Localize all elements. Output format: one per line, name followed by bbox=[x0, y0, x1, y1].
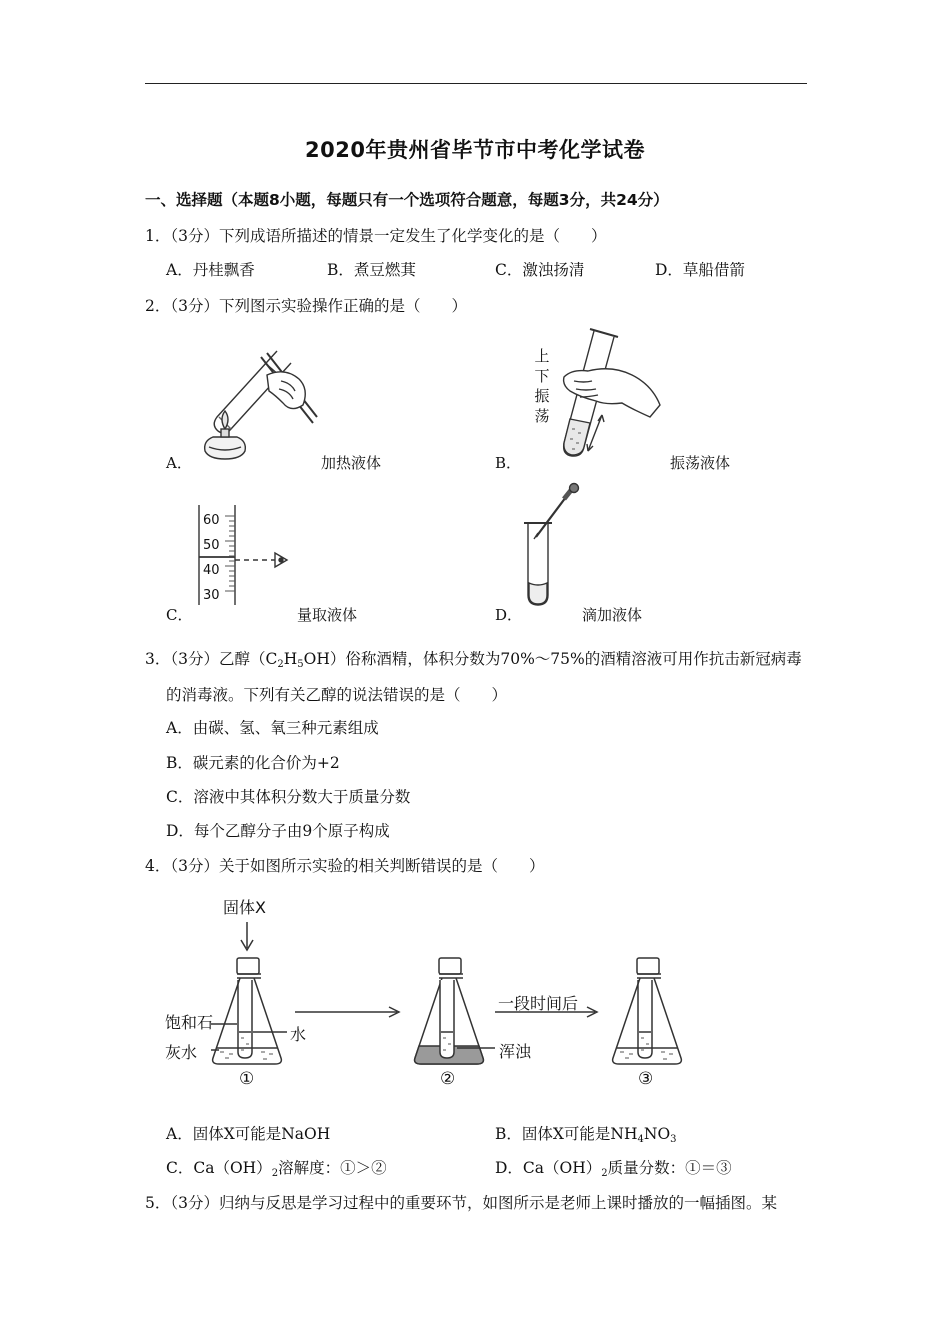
q3-option-d: D．每个乙醇分子由9个原子构成 bbox=[166, 822, 390, 840]
q4-b-part1: B．固体X可能是NH bbox=[495, 1125, 638, 1143]
shake-char-4: 荡 bbox=[534, 407, 550, 425]
q1-option-a: A．丹桂飘香 bbox=[166, 261, 255, 279]
question-3-stem-line1 bbox=[145, 647, 802, 670]
q2-option-a-letter: A． bbox=[166, 454, 192, 472]
q4-option-a: A．固体X可能是NaOH bbox=[166, 1125, 331, 1143]
label-saturated-lime-2: 灰水 bbox=[165, 1043, 198, 1062]
header-rule bbox=[145, 83, 807, 84]
question-2-stem: 2．（3分）下列图示实验操作正确的是（ ） bbox=[145, 297, 467, 315]
q4-b-sub4: 4 bbox=[637, 1134, 644, 1145]
q1-option-c: C．激浊扬清 bbox=[495, 261, 585, 279]
q3-option-b: B．碳元素的化合价为+2 bbox=[166, 754, 340, 772]
question-3-stem-line2: 的消毒液。下列有关乙醇的说法错误的是（ ） bbox=[166, 686, 508, 704]
scale-60: 60 bbox=[203, 513, 220, 528]
figure-shaking-liquid bbox=[552, 325, 664, 460]
shake-char-3: 振 bbox=[534, 387, 550, 405]
question-5-stem: 5．（3分）归纳与反思是学习过程中的重要环节，如图所示是老师上课时播放的一幅插图。某 bbox=[145, 1194, 777, 1212]
question-4-stem: 4．（3分）关于如图所示实验的相关判断错误的是（ ） bbox=[145, 857, 545, 875]
q4-b-sub3: 3 bbox=[670, 1134, 677, 1145]
q2-option-b-letter: B． bbox=[495, 454, 522, 472]
q4-option-d bbox=[495, 1156, 732, 1179]
label-after-a-while: 一段时间后 bbox=[498, 994, 579, 1013]
q4-c-part1: C．Ca（OH） bbox=[166, 1159, 272, 1177]
q3-stem-part2: H bbox=[283, 650, 298, 668]
q4-d-sub2: 2 bbox=[601, 1168, 608, 1179]
q3-stem-part1: 3．（3分）乙醇（C bbox=[145, 650, 278, 668]
shake-char-1: 上 bbox=[534, 347, 550, 365]
label-flask-2: ② bbox=[440, 1069, 456, 1089]
label-turbid: 浑浊 bbox=[499, 1042, 532, 1061]
q3-option-a: A．由碳、氢、氧三种元素组成 bbox=[166, 719, 379, 737]
q2-option-b-caption: 振荡液体 bbox=[670, 454, 731, 472]
label-water: 水 bbox=[290, 1025, 307, 1044]
figure-dropper bbox=[520, 483, 590, 608]
label-flask-1: ① bbox=[239, 1069, 255, 1089]
q3-stem-part3: OH）俗称酒精，体积分数为70%～75%的酒精溶液可用作抗击新冠病毒 bbox=[303, 650, 802, 668]
section-heading: 一、选择题（本题8小题，每题只有一个选项符合题意，每题3分，共24分） bbox=[145, 191, 669, 209]
q4-option-c bbox=[166, 1156, 387, 1179]
scale-30: 30 bbox=[203, 588, 220, 603]
q2-option-d-caption: 滴加液体 bbox=[582, 606, 643, 624]
label-flask-3: ③ bbox=[638, 1069, 654, 1089]
q3-subscript-h: 5 bbox=[297, 659, 304, 670]
page-title: 2020年贵州省毕节市中考化学试卷 bbox=[305, 138, 645, 162]
question-1-stem: 1．（3分）下列成语所描述的情景一定发生了化学变化的是（ ） bbox=[145, 227, 607, 245]
q4-d-part1: D．Ca（OH） bbox=[495, 1159, 602, 1177]
q3-option-c: C．溶液中其体积分数大于质量分数 bbox=[166, 788, 411, 806]
q2-option-d-letter: D． bbox=[495, 606, 523, 624]
q1-option-d: D．草船借箭 bbox=[655, 261, 745, 279]
shake-char-2: 下 bbox=[534, 367, 550, 385]
scale-40: 40 bbox=[203, 563, 220, 578]
q2-option-c-letter: C． bbox=[166, 606, 193, 624]
q1-option-b: B．煮豆燃萁 bbox=[327, 261, 416, 279]
figure-heating-liquid bbox=[195, 345, 320, 463]
label-saturated-lime-1: 饱和石 bbox=[165, 1013, 214, 1032]
shake-vertical-label bbox=[533, 346, 551, 426]
q4-b-part2: NO bbox=[643, 1125, 671, 1143]
scale-50: 50 bbox=[203, 538, 220, 553]
cylinder-scale bbox=[203, 508, 220, 608]
label-solid-x: 固体X bbox=[223, 898, 266, 917]
q3-subscript-c: 2 bbox=[277, 659, 284, 670]
q2-option-a-caption: 加热液体 bbox=[321, 454, 382, 472]
q2-option-c-caption: 量取液体 bbox=[297, 606, 358, 624]
q4-c-sub2: 2 bbox=[271, 1168, 279, 1179]
q4-d-part2: 质量分数：①＝③ bbox=[607, 1159, 732, 1177]
q4-c-part2: 溶解度：①＞② bbox=[278, 1159, 387, 1177]
q4-option-b bbox=[495, 1122, 677, 1145]
